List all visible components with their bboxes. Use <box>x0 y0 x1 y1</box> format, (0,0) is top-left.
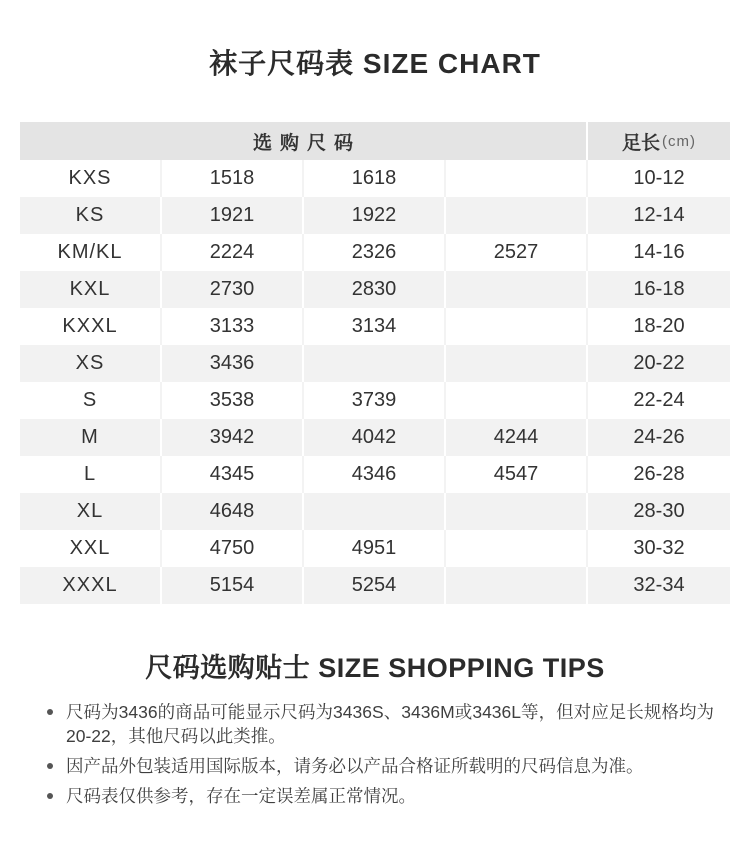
table-row <box>20 456 730 493</box>
size-code-cell: 3134 <box>304 308 446 345</box>
foot-length-cell: 24-26 <box>588 419 730 456</box>
table-row <box>20 308 730 345</box>
size-code-cell <box>446 308 588 345</box>
foot-length-cell: 16-18 <box>588 271 730 308</box>
table-row <box>20 197 730 234</box>
size-code-cell: 3538 <box>162 382 304 419</box>
size-label-cell: KM/KL <box>20 234 162 271</box>
size-code-cell: 2224 <box>162 234 304 271</box>
table-header-row <box>20 122 730 160</box>
tip-text: 因产品外包装适用国际版本，请务必以产品合格证所载明的尺码信息为准。 <box>66 756 644 776</box>
column-header-select-size: 选购尺码 <box>20 122 588 160</box>
tips-list <box>45 700 714 808</box>
table-row <box>20 160 730 197</box>
size-code-cell <box>446 160 588 197</box>
table-row <box>20 271 730 308</box>
size-code-cell <box>446 530 588 567</box>
foot-length-cell: 26-28 <box>588 456 730 493</box>
size-code-cell: 4547 <box>446 456 588 493</box>
size-code-cell <box>446 197 588 234</box>
size-code-cell: 5154 <box>162 567 304 604</box>
size-label-cell: M <box>20 419 162 456</box>
size-code-cell: 1518 <box>162 160 304 197</box>
tip-item <box>45 700 714 748</box>
size-code-cell <box>446 493 588 530</box>
column-header-foot-length <box>588 122 730 160</box>
size-code-cell <box>446 567 588 604</box>
foot-length-label: 足长 <box>621 132 660 154</box>
size-code-cell: 2830 <box>304 271 446 308</box>
size-code-cell: 4648 <box>162 493 304 530</box>
foot-length-cell: 22-24 <box>588 382 730 419</box>
page-title: 袜子尺码表 SIZE CHART <box>209 48 541 79</box>
foot-length-cell: 12-14 <box>588 197 730 234</box>
foot-length-cell: 30-32 <box>588 530 730 567</box>
foot-length-cell: 14-16 <box>588 234 730 271</box>
table-row <box>20 493 730 530</box>
size-label-cell: KXL <box>20 271 162 308</box>
bullet-dot-icon <box>47 793 53 799</box>
size-code-cell: 4244 <box>446 419 588 456</box>
bullet-dot-icon <box>47 709 53 715</box>
size-code-cell: 1921 <box>162 197 304 234</box>
foot-length-cell: 32-34 <box>588 567 730 604</box>
table-body <box>20 160 730 604</box>
foot-length-cell: 18-20 <box>588 308 730 345</box>
size-code-cell: 4042 <box>304 419 446 456</box>
size-code-cell: 3133 <box>162 308 304 345</box>
size-code-cell: 2730 <box>162 271 304 308</box>
size-code-cell <box>304 345 446 382</box>
size-code-cell <box>304 493 446 530</box>
foot-length-unit: (cm) <box>662 132 696 150</box>
size-code-cell: 3436 <box>162 345 304 382</box>
size-code-cell <box>446 271 588 308</box>
size-code-cell: 3739 <box>304 382 446 419</box>
foot-length-cell: 28-30 <box>588 493 730 530</box>
size-code-cell <box>446 345 588 382</box>
foot-length-cell: 20-22 <box>588 345 730 382</box>
size-chart-table <box>20 122 730 604</box>
size-code-cell: 3942 <box>162 419 304 456</box>
size-label-cell: KXXL <box>20 308 162 345</box>
tip-item <box>45 754 714 778</box>
size-code-cell: 1922 <box>304 197 446 234</box>
table-row <box>20 234 730 271</box>
size-label-cell: L <box>20 456 162 493</box>
size-label-cell: XS <box>20 345 162 382</box>
size-label-cell: XXXL <box>20 567 162 604</box>
size-label-cell: XL <box>20 493 162 530</box>
size-label-cell: KS <box>20 197 162 234</box>
size-code-cell <box>446 382 588 419</box>
size-label-cell: XXL <box>20 530 162 567</box>
table-row <box>20 530 730 567</box>
size-code-cell: 5254 <box>304 567 446 604</box>
foot-length-cell: 10-12 <box>588 160 730 197</box>
size-code-cell: 4346 <box>304 456 446 493</box>
size-code-cell: 4951 <box>304 530 446 567</box>
size-code-cell: 4345 <box>162 456 304 493</box>
size-code-cell: 2326 <box>304 234 446 271</box>
table-row <box>20 382 730 419</box>
size-code-cell: 1618 <box>304 160 446 197</box>
size-label-cell: S <box>20 382 162 419</box>
bullet-dot-icon <box>47 763 53 769</box>
size-label-cell: KXS <box>20 160 162 197</box>
tip-item <box>45 784 714 808</box>
size-code-cell: 2527 <box>446 234 588 271</box>
tips-title: 尺码选购贴士 SIZE SHOPPING TIPS <box>145 653 605 683</box>
tip-text: 尺码为3436的商品可能显示尺码为3436S、3436M或3436L等，但对应足长规格均为20-22，其他尺码以此类推。 <box>66 702 714 746</box>
tip-text: 尺码表仅供参考，存在一定误差属正常情况。 <box>66 786 416 806</box>
table-row <box>20 345 730 382</box>
table-row <box>20 567 730 604</box>
table-row <box>20 419 730 456</box>
size-code-cell: 4750 <box>162 530 304 567</box>
